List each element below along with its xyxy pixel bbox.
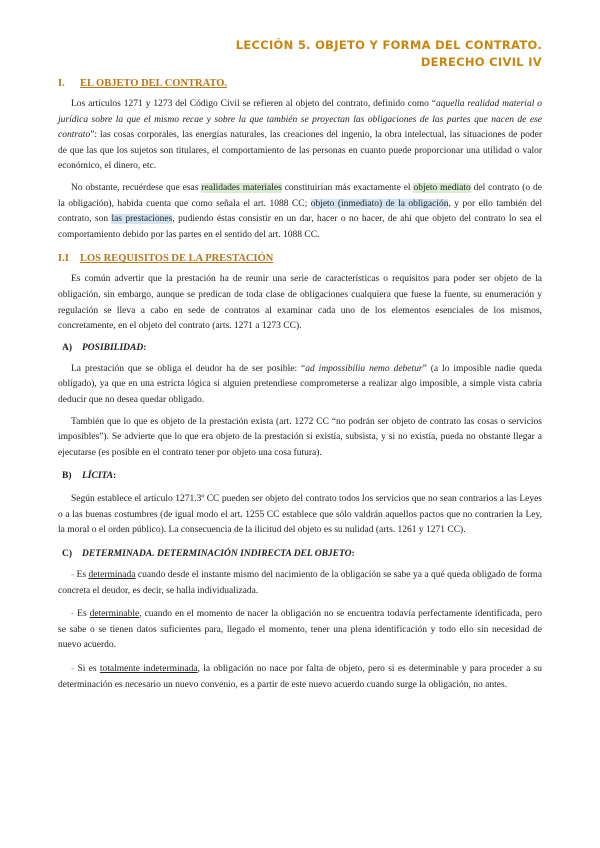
dash-bullet-icon: - [71,609,78,620]
paragraph-posibilidad-1: La prestación que se obliga el deudor ha de ser posible: “ad impossibilia nemo debetur” (a lo imposible nadie queda obligado), ya que en una estricta lógica si alguien pretendiese comprometerse a realizar algo imposible, a simple vista cabría deducir que no desea quedar obligado. [58,363,542,405]
subheading-determinada: C) DETERMINADA. DETERMINACIÓN INDIRECTA DEL OBJETO: [62,549,355,560]
document-title [58,0,542,71]
highlight-objeto-mediato: objeto mediato [413,182,471,193]
dash-bullet-icon: - [71,664,78,675]
section-number: I.I [58,253,69,265]
paragraph-objeto-2: No obstante, recuérdese que esas realidades materiales constituirían más exactamente el objeto mediato del contrato (o de la obligación), habida cuenta que como señala el art. 1088 CC; objeto (inmediato) de la obligación, y por ello también del contrato, son las prestaciones, pudiendo éstas consistir en un dar, hacer o no hacer, de ahí que objeto del contrato lo sea el comportamiento debido por las partes en el sentido del art. 1088 CC. [58,182,542,240]
title-line-1: LECCIÓN 5. OBJETO Y FORMA DEL CONTRATO. [235,38,542,52]
paragraph-requisitos: Es común advertir que la prestación ha de reunir una serie de características o requisitos para poder ser objeto de la obligación, sin embargo, aunque se predican de toda clase de obligaciones cualquiera que fuese la fuente, su enumeración y regulación se lleva a cabo en sede de contratos al examinar cada uno de los elementos esenciales de los mismos, concretamente, en el objeto del contrato (arts. 1271 a 1273 CC). [58,274,542,332]
section-number: I. [58,78,65,89]
highlight-realidades: realidades materiales [201,182,282,193]
list-item-indeterminada: - Si es totalmente indeterminada, la obligación no nace por falta de objeto, pero si es determinable y para proceder a su determinación es necesario un nuevo convenio, es a partir de este nuevo acuerdo cuando surge la obligación, no antes. [58,664,543,690]
dash-bullet-icon: - [71,570,77,581]
highlight-objeto-inmediato: objeto (inmediato) de la obligación [310,198,449,209]
section-heading-1 [58,76,542,92]
subheading-licita: B) LÍCITA: [62,471,117,482]
paragraph-licita: Según establece el artículo 1271.3º CC pueden ser objeto del contrato todos los servicios que no sean contrarios a las Leyes o a las buenas costumbres (de igual modo el art. 1255 CC establece que sólo valdrán aquellos pactos que no contrarien la Ley, la moral o el orden público). La consecuencia de la ilicitud del objeto es su nulidad (arts. 1261 y 1271 CC). [58,494,542,536]
list-item-determinable: - Es determinable, cuando en el momento de nacer la obligación no se encuentra todavía perfectamente identificada, pero se sabe o se tienen datos suficientes para, llegado el momento, tener una plena identificación y todo ello sin necesidad de nuevo acuerdo. [58,609,543,651]
subheading-posibilidad: A) POSIBILIDAD: [62,342,147,353]
section-title: LOS REQUISITOS DE LA PRESTACIÓN [80,253,274,265]
section-heading-1-1 [58,251,542,267]
list-item-determinada: - Es determinada cuando desde el instante mismo del nacimiento de la obligación se sabe ya a qué queda obligado de forma concreta el deudor, es decir, se halla individualizada. [58,570,542,596]
highlight-prestaciones: las prestaciones [111,214,173,225]
section-title: EL OBJETO DEL CONTRATO. [80,78,228,89]
paragraph-posibilidad-2: También que lo que es objeto de la prestación exista (art. 1272 CC “no podrán ser objeto de contrato las cosas o servicios imposibles”). Se advierte que lo que era objeto de la prestación si existía, subsista, y si no existía, pueda no obstante llegar a ejecutarse (es posible en el contrato tener por objeto una cosa futura). [58,416,542,458]
title-line-2: DERECHO CIVIL IV [420,55,542,69]
paragraph-objeto-1: Los artículos 1271 y 1273 del Código Civil se refieren al objeto del contrato, definido como “aquella realidad material o jurídica sobre la que el mismo recae y sobre la que también se proyectan las obligaciones de las partes que nacen de ese contrato”: las cosas corporales, las energías naturales, las creaciones del ingenio, la obra intelectual, las situaciones de poder de que las que los sujetos son titulares, el comportamiento de las personas en cuanto puede proporcionar una utilidad o valor económico, el dinero, etc. [58,99,542,172]
